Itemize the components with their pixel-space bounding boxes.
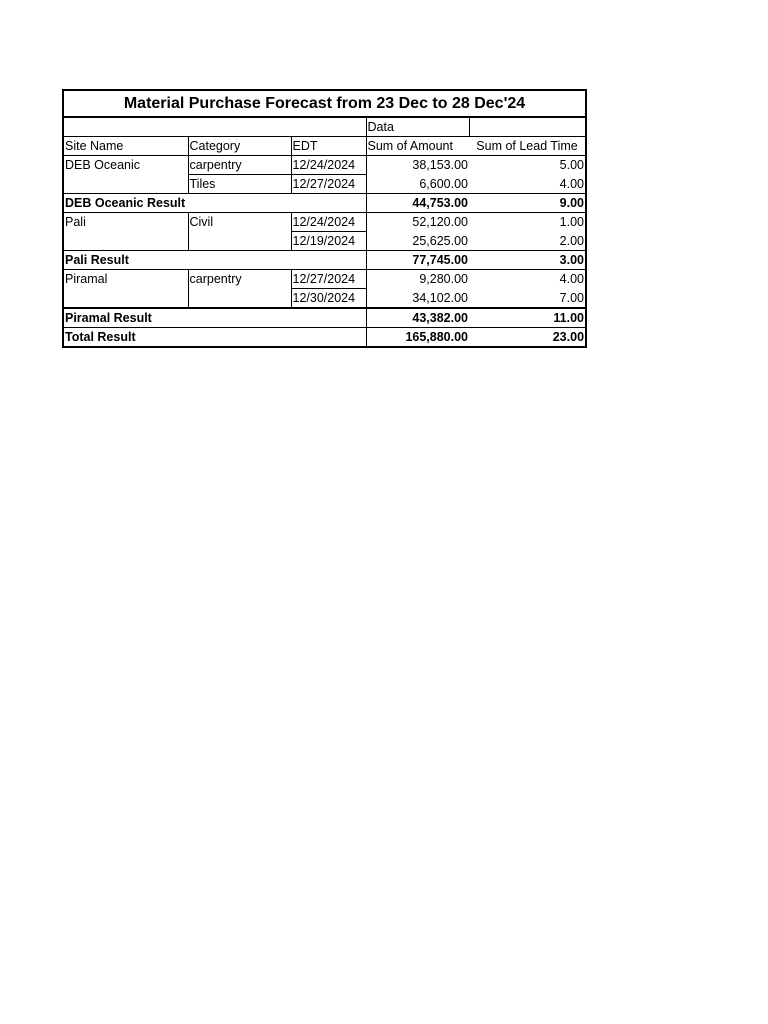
subtotal-label: Piramal Result	[63, 308, 366, 328]
amount-cell: 9,280.00	[366, 270, 469, 289]
blank-data-cell	[469, 117, 586, 137]
lead-time-cell: 7.00	[559, 290, 585, 305]
header-category: Category	[188, 137, 291, 156]
site-name-cell	[63, 232, 188, 251]
table-row	[63, 156, 586, 175]
subtotal-row	[63, 308, 586, 328]
subtotal-label: Pali Result	[63, 251, 366, 270]
category-cell	[188, 289, 291, 309]
table-row	[63, 213, 586, 232]
subtotal-amount: 43,382.00	[366, 308, 469, 328]
total-row	[63, 328, 586, 348]
site-name-cell	[63, 175, 188, 194]
category-cell: carpentry	[188, 156, 291, 175]
category-cell: Tiles	[188, 175, 291, 194]
pivot-report	[62, 89, 585, 348]
category-cell: Civil	[188, 213, 291, 232]
amount-cell: 52,120.00	[366, 213, 469, 232]
subtotal-amount: 77,745.00	[366, 251, 469, 270]
subtotal-amount: 44,753.00	[366, 194, 469, 213]
edt-cell: 12/24/2024	[291, 213, 366, 232]
lead-time-cell: 4.00	[559, 176, 585, 191]
lead-time-cell: 2.00	[559, 233, 585, 248]
data-label: Data	[366, 117, 469, 137]
subtotal-lead-time: 11.00	[469, 308, 586, 328]
table-row	[63, 270, 586, 289]
edt-cell: 12/27/2024	[291, 175, 366, 194]
subtotal-lead-time: 3.00	[469, 251, 586, 270]
edt-cell: 12/24/2024	[291, 156, 366, 175]
table-row	[63, 232, 586, 251]
amount-cell: 25,625.00	[366, 232, 469, 251]
amount-cell: 6,600.00	[366, 175, 469, 194]
total-amount: 165,880.00	[366, 328, 469, 348]
site-name-cell	[63, 289, 188, 309]
lead-time-cell: 4.00	[469, 270, 586, 289]
table-row	[63, 289, 586, 309]
header-sum-amount: Sum of Amount	[366, 137, 469, 156]
pivot-table	[62, 89, 587, 348]
amount-cell: 34,102.00	[366, 289, 469, 309]
header-site-name: Site Name	[63, 137, 188, 156]
lead-time-cell: 5.00	[559, 158, 585, 172]
lead-time-cell: 1.00	[469, 213, 586, 232]
category-cell	[188, 232, 291, 251]
edt-cell: 12/30/2024	[291, 289, 366, 309]
report-title: Material Purchase Forecast from 23 Dec to 28 Dec'24	[63, 90, 586, 117]
table-row	[63, 175, 586, 194]
column-header-row	[63, 137, 586, 156]
category-cell: carpentry	[188, 270, 291, 289]
edt-cell: 12/19/2024	[291, 232, 366, 251]
subtotal-row	[63, 251, 586, 270]
blank-header-cell	[63, 117, 366, 137]
data-header-row	[63, 117, 586, 137]
amount-cell: 38,153.00	[366, 156, 469, 175]
header-sum-lead-time: Sum of Lead Time	[469, 137, 586, 156]
site-name-cell: Piramal	[63, 270, 188, 289]
edt-cell: 12/27/2024	[291, 270, 366, 289]
subtotal-lead-time: 9.00	[469, 194, 586, 213]
site-name-cell: DEB Oceanic	[65, 158, 141, 172]
total-lead-time: 23.00	[469, 328, 586, 348]
header-edt: EDT	[291, 137, 366, 156]
total-label: Total Result	[63, 328, 366, 348]
site-name-cell: Pali	[63, 213, 188, 232]
title-row	[63, 90, 586, 117]
subtotal-row	[63, 194, 586, 213]
subtotal-label: DEB Oceanic Result	[63, 194, 366, 213]
